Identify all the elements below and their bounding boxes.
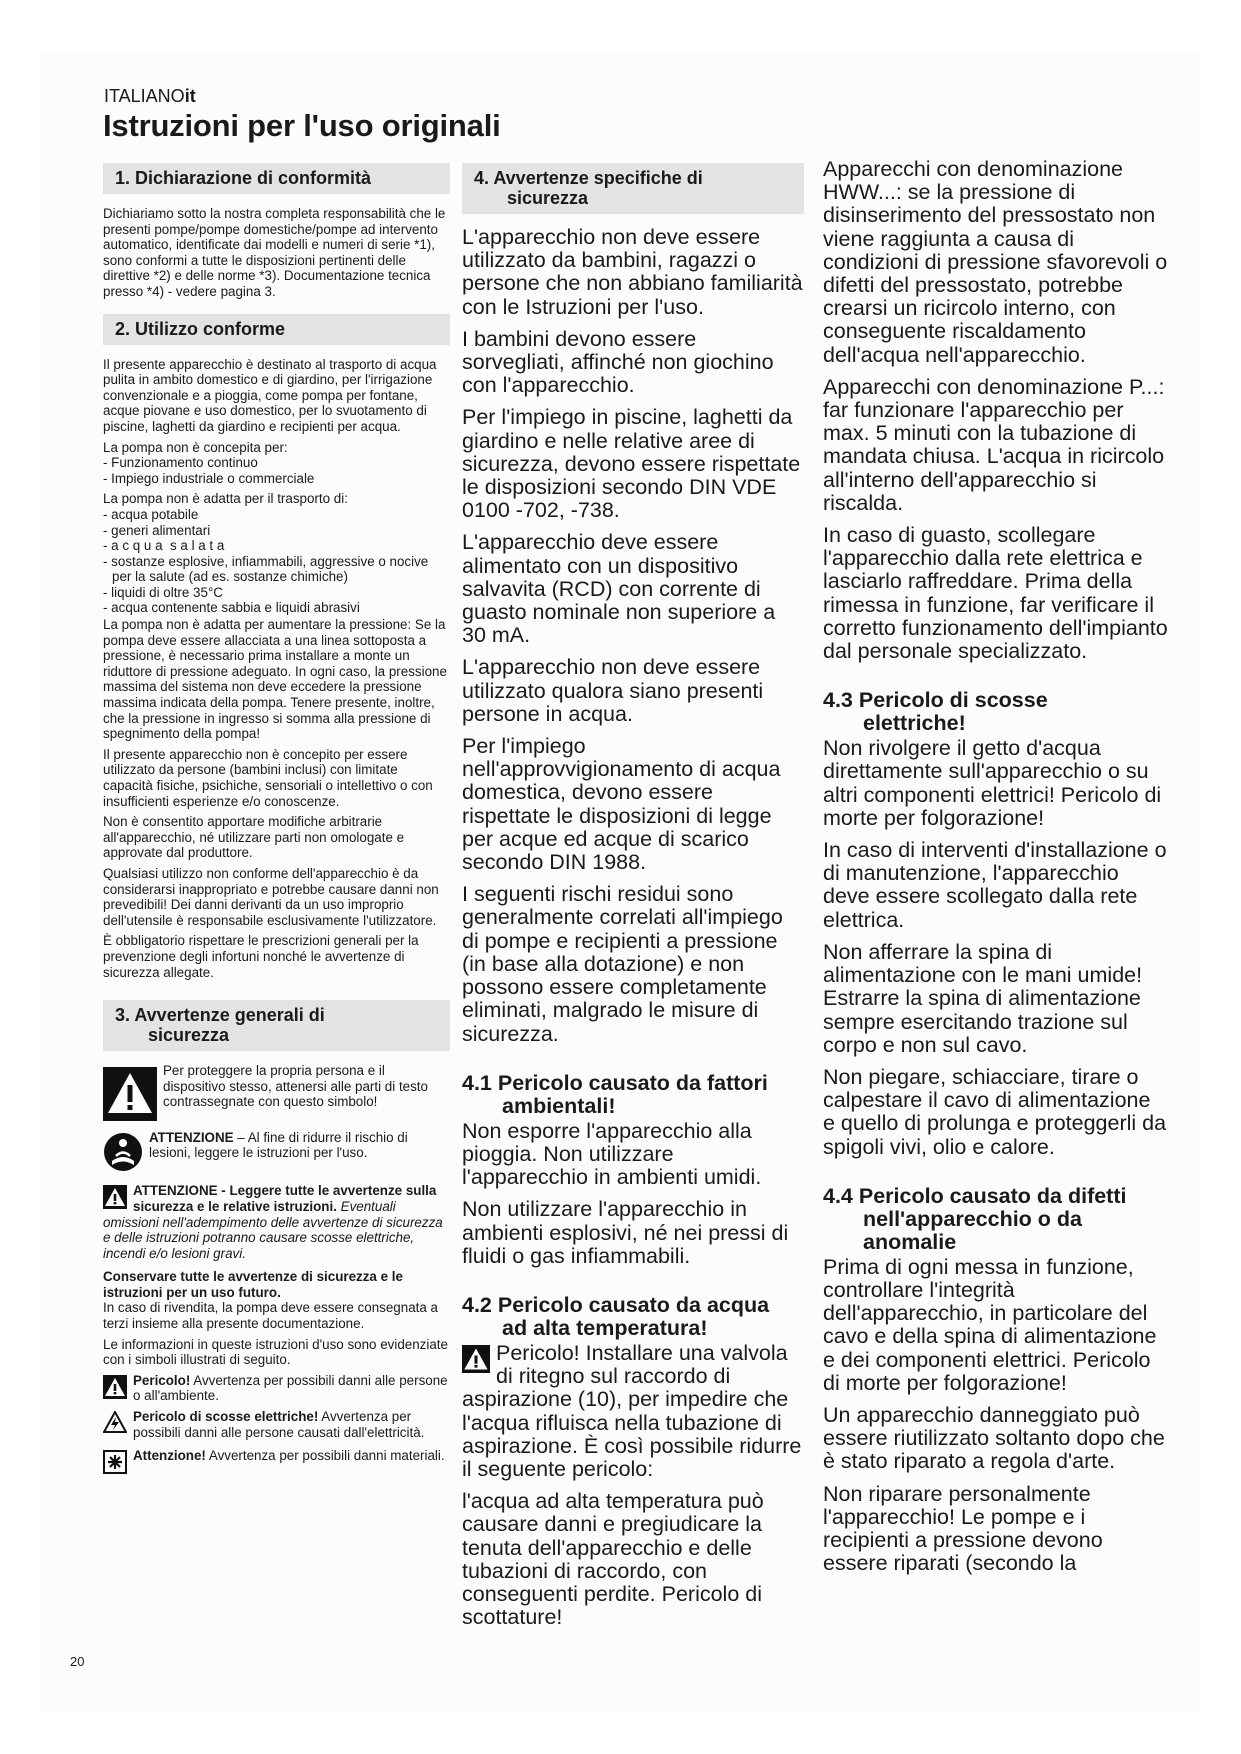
symbol-electric: Pericolo di scosse elettriche! Avvertenza per possibili danni alle persone causati dall'elettricità. [103, 1409, 450, 1440]
fault-text: In caso di guasto, scollegare l'apparecchio dalla rete elettrica e lasciarlo raffreddare. Prima della rimessa in funzione, far verificare il corretto funzionamento dell'impianto dal personale specializzato. [823, 523, 1168, 664]
rcd-text: L'apparecchio deve essere alimentato con un dispositivo salvavita (RCD) con corrente di guasto nominale non superiore a 30 mA. [462, 530, 776, 648]
persons-text: Il presente apparecchio non è concepito per essere utilizzato da persone (bambini inclusi) con limitate capacità fisiche, psichiche, sensoriali o intellettivo o con insufficienti esperienze e/o conoscenze. [103, 746, 433, 809]
list-item: - acqua contenente sabbia e liquidi abrasivi [103, 600, 360, 616]
repair-text: Non riparare personalmente l'apparecchio! Le pompe e i recipienti a pressione devono essere riparati (secondo la [823, 1481, 1103, 1576]
read-manual-icon [103, 1132, 143, 1176]
list-item: - Impiego industriale o commerciale [103, 470, 315, 486]
conformity-text: Dichiariamo sotto la nostra completa responsabilità che le presenti pompe/pompe domestiche/pompe ad intervento automatico, identificate dai modelli e numeri di serie *1), sono conformi a tutte le disposizioni pertinenti delle direttive *2) e delle norme *3). Documentazione tecnica presso *4) - vedere pagina 3. [103, 206, 446, 299]
inspection-text: Prima di ogni messa in funzione, controllare l'integrità dell'apparecchio, in particolare del cavo e della spina di alimentazione e dei componenti elettrici. Pericolo di morte per folgorazione! [823, 1254, 1157, 1395]
water-jet-text: Non rivolgere il getto d'acqua direttamente sull'apparecchio o su altri componenti elettrici! Pericolo di morte per folgorazione! [823, 736, 1162, 830]
symbol-attention: Attenzione! Avvertenza per possibili danni materiali. [103, 1448, 450, 1478]
warning-block [103, 1063, 450, 1125]
column-left [103, 163, 450, 1483]
improper-use-text: Qualsiasi utilizzo non conforme dell'apparecchio è da considerarsi inappropriato e potrebbe causare danni non prevedibili! Dei danni derivanti da un uso improprio dell'utensile è responsabile esclusivamente l'utilizzatore. [103, 865, 439, 928]
section-4-3-heading: 4.3 Pericolo di scosse elettriche! [823, 688, 1048, 736]
section-1-heading: 1. Dichiarazione di conformità [103, 163, 450, 194]
children-supervision-text: I bambini devono essere sorvegliati, affinché non giochino con l'apparecchio. [462, 326, 774, 398]
section-4-heading: 4. Avvertenze specifiche di sicurezza [462, 163, 804, 214]
section-2-heading: 2. Utilizzo conforme [103, 314, 450, 345]
keep-instructions: Conservare tutte le avvertenze di sicurezza e le istruzioni per un uso futuro. [103, 1269, 403, 1300]
residual-risks-text: I seguenti rischi residui sono generalmente correlati all'impiego di pompe e recipienti a pressione (in base alla dotazione) e non possono essere completamente eliminati, malgrado le misure di sicurezza. [462, 882, 783, 1046]
children-use-text: L'apparecchio non deve essere utilizzato da bambini, ragazzi o persone che non abbiano familiarità con le Istruzioni per l'uso. [462, 225, 803, 319]
not-designed-for: La pompa non è concepita per: [103, 439, 288, 455]
list-item: - acqua potabile [103, 506, 199, 522]
column-middle [462, 163, 804, 1638]
check-valve-text: Pericolo! Installare una valvola di ritegno sul raccordo di aspirazione (10), per impedire che l'acqua rifluisca nella tubazione di aspirazione. È così possibile ridurre il seguente pericolo: [462, 1340, 802, 1481]
danger-icon [462, 1345, 490, 1378]
read-all-warnings: ATTENZIONE - Leggere tutte le avvertenze sulla sicurezza e le relative istruzioni. Eventuali omissioni nell'adempimento delle avvertenze di sicurezza e delle istruzioni potranno causare scosse elettriche, incendi e/o lesioni gravi. [103, 1183, 443, 1261]
not-suitable-for: La pompa non è adatta per il trasporto di: [103, 491, 348, 507]
list-item: - liquidi di oltre 35°C [103, 584, 223, 600]
domestic-water-text: Per l'impiego nell'approvvigionamento di acqua domestica, devono essere rispettate le disposizioni di legge per acque ed acque di scarico secondo DIN 1988. [462, 734, 781, 875]
pressure-text: La pompa non è adatta per aumentare la pressione: Se la pompa deve essere allacciata a una linea sottoposta a pressione, è necessario prima installare a monte un riduttore di pressione adeguato. In ogni caso, la pressione massima del sistema non deve eccedere la pressione massima indicata della pompa. Tenere presente, inoltre, che la pressione in ingresso si somma alla pressione di spegnimento della pompa! [103, 617, 447, 742]
pools-text: Per l'impiego in piscine, laghetti da giardino e nelle relative aree di sicurezza, devono essere rispettate le disposizioni secondo DIN VDE 0100 -702, -738. [462, 405, 801, 523]
section-4-4-heading: 4.4 Pericolo causato da difetti nell'apparecchio o da anomalie [823, 1183, 1127, 1254]
warning-icon [103, 1185, 127, 1213]
symbols-intro: Le informazioni in queste istruzioni d'uso sono evidenziate con i simboli illustrati di seguito. [103, 1336, 448, 1368]
list-item: - a c q u a s a l a t a [103, 538, 225, 554]
electric-shock-icon [103, 1411, 127, 1437]
not-designed-list [103, 455, 450, 486]
maintenance-text: In caso di interventi d'installazione o di manutenzione, l'apparecchio deve essere scollegato dalla rete elettrica. [823, 838, 1167, 932]
list-item: - generi alimentari [103, 522, 211, 538]
page-number: 20 [70, 1654, 85, 1669]
intended-use-text: Il presente apparecchio è destinato al trasporto di acqua pulita in ambito domestico e di giardino, per l'irrigazione convenzionale e a pioggia, come pompa per fontane, acque piovane e uso domestico, per lo svuotamento di piscine, laghetti da giardino e recipienti per acqua. [103, 356, 437, 434]
list-item: - sostanze esplosive, infiammabili, aggressive o nocive per la salute (ad es. sostanze chimiche) [103, 553, 429, 585]
list-item: - Funzionamento continuo [103, 455, 258, 471]
plug-text: Non afferrare la spina di alimentazione con le mani umide! Estrarre la spina di alimentazione sempre esercitando trazione sul corpo e non sul cavo. [823, 939, 1143, 1057]
section-4-1-heading: 4.1 Pericolo causato da fattori ambientali! [462, 1070, 768, 1118]
persons-water-text: L'apparecchio non deve essere utilizzato qualora siano presenti persone in acqua. [462, 655, 764, 726]
p-devices-text: Apparecchi con denominazione P...: far funzionare l'apparecchio per max. 5 minuti con la tubazione di mandata chiusa. L'acqua in ricircolo all'interno dell'apparecchio si riscalda. [823, 374, 1165, 515]
explosive-text: Non utilizzare l'apparecchio in ambienti esplosivi, né nei pressi di fluidi o gas infiammabili. [462, 1197, 789, 1268]
language-label: ITALIANOit [104, 86, 196, 106]
attention-icon [103, 1450, 127, 1478]
column-right [823, 158, 1168, 1584]
large-warning-icon [103, 1067, 157, 1125]
resale-text: In caso di rivendita, la pompa deve essere consegnata a terzi insieme alla presente documentazione. [103, 1300, 438, 1332]
section-4-2-heading: 4.2 Pericolo causato da acqua ad alta temperatura! [462, 1292, 770, 1340]
rain-text: Non esporre l'apparecchio alla pioggia. Non utilizzare l'apparecchio in ambienti umidi. [462, 1118, 762, 1190]
page-title: Istruzioni per l'uso originali [103, 108, 501, 143]
not-suitable-list [103, 507, 450, 616]
danger-icon [103, 1375, 127, 1403]
damaged-text: Un apparecchio danneggiato può essere riutilizzato soltanto dopo che è stato riparato a regola d'arte. [823, 1402, 1165, 1474]
section-3-heading: 3. Avvertenze generali di sicurezza [103, 1000, 450, 1051]
hww-text: Apparecchi con denominazione HWW...: se la pressione di disinserimento del pressostato non viene raggiunta a causa di condizioni di pressione sfavorevoli o difetti del pressostato, potrebbe crearsi un ricircolo interno, con conseguente riscaldamento dell'acqua nell'apparecchio. [823, 157, 1168, 367]
read-manual-block: ATTENZIONE – Al fine di ridurre il rischio di lesioni, leggere le istruzioni per l'uso. [103, 1130, 450, 1176]
warning-text: Per proteggere la propria persona e il dispositivo stesso, attenersi alle parti di testo contrassegnate con questo simbolo! [163, 1063, 428, 1110]
modifications-text: Non è consentito apportare modifiche arbitrarie all'apparecchio, né utilizzare parti non omologate e approvate dal produttore. [103, 814, 405, 861]
hot-water-text: l'acqua ad alta temperatura può causare danni e pregiudicare la tenuta dell'apparecchio e delle tubazioni di raccordo, con conseguenti perdite. Pericolo di scottature! [462, 1489, 764, 1630]
regulations-text: È obbligatorio rispettare le prescrizioni generali per la prevenzione degli infortuni nonché le avvertenze di sicurezza allegate. [103, 933, 419, 980]
symbol-danger: Pericolo! Avvertenza per possibili danni alle persone o all'ambiente. [103, 1373, 450, 1404]
cable-text: Non piegare, schiacciare, tirare o calpestare il cavo di alimentazione e quello di prolunga e proteggerli da spigoli vivi, olio e calore. [823, 1064, 1167, 1159]
